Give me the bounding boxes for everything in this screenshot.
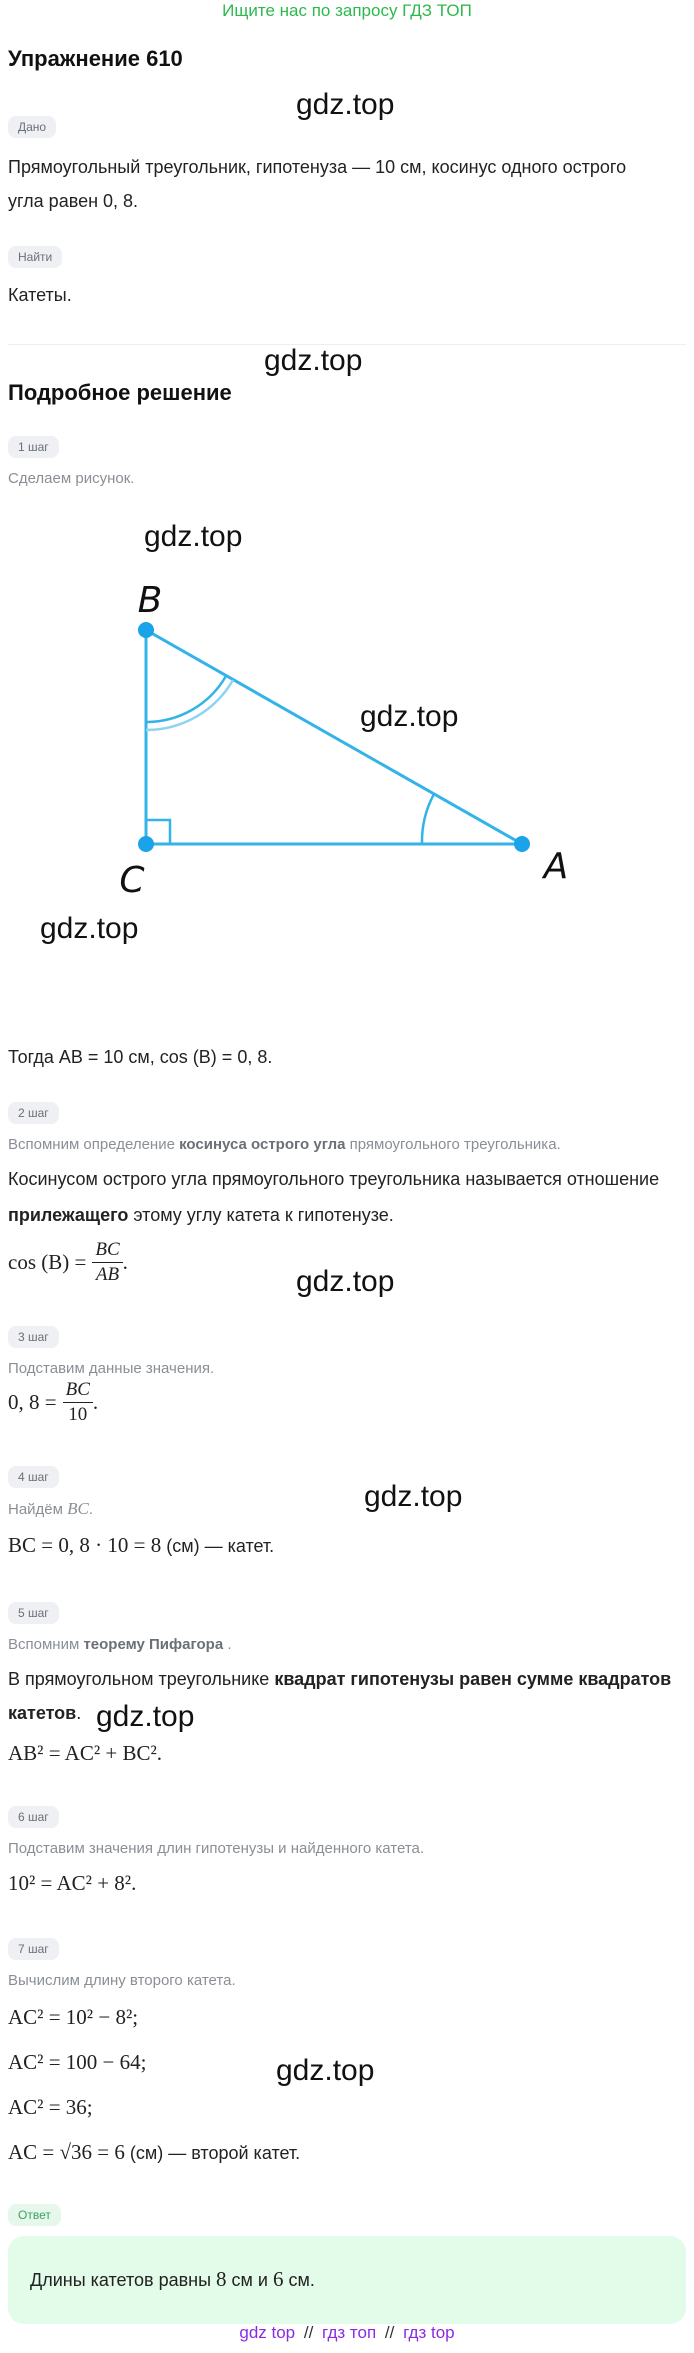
- step-4-chip: 4 шаг: [8, 1466, 59, 1488]
- find-chip: Найти: [8, 246, 62, 268]
- watermark: gdz.top: [264, 344, 363, 377]
- step-6-chip: 6 шаг: [8, 1806, 59, 1828]
- step-7-line-1: AC² = 10² − 8²;: [8, 2005, 139, 2029]
- step-2-hint: Вспомним определение косинуса острого угла прямоугольного треугольника.: [8, 1136, 561, 1153]
- step-5-hint: Вспомним теорему Пифагора .: [8, 1636, 232, 1653]
- step-2-definition-1: Косинусом острого угла прямоугольного треугольника называется отношение: [8, 1169, 660, 1189]
- label-a: A: [543, 846, 569, 887]
- step-2-definition-2: прилежащего этому углу катета к гипотенузе.: [8, 1205, 394, 1225]
- step-5-formula: AB² = AC² + BC².: [8, 1741, 163, 1765]
- step-7-hint: Вычислим длину второго катета.: [8, 1972, 236, 1989]
- exercise-title: Упражнение 610: [8, 46, 183, 71]
- vertex-a: [514, 836, 530, 852]
- watermark: gdz.top: [276, 2054, 375, 2087]
- step-3-chip: 3 шаг: [8, 1326, 59, 1348]
- vertex-b: [138, 622, 154, 638]
- footer-link-1[interactable]: gdz top: [239, 2323, 296, 2342]
- step-5-rule-2: катетов.: [8, 1703, 82, 1723]
- top-banner: Ищите нас по запросу ГДЗ ТОП: [222, 1, 472, 20]
- step-1-then: Тогда AB = 10 см, cos (B) = 0, 8.: [8, 1047, 273, 1067]
- watermark: gdz.top: [144, 520, 243, 553]
- given-line-1: Прямоугольный треугольник, гипотенуза — 10 см, косинус одного острого: [8, 157, 627, 177]
- given-line-2: угла равен 0, 8.: [8, 191, 139, 211]
- step-1-hint: Сделаем рисунок.: [8, 470, 135, 487]
- footer-sep: //: [384, 2323, 395, 2342]
- step-5-rule-1: В прямоугольном треугольнике квадрат гипотенузы равен сумме квадратов: [8, 1669, 672, 1689]
- step-4-calc: BC = 0, 8 · 10 = 8 (см) — катет.: [8, 1533, 275, 1557]
- angle-b-arc-inner: [146, 676, 226, 722]
- step-6-hint: Подставим значения длин гипотенузы и найденного катета.: [8, 1840, 425, 1857]
- step-7-line-4: AC = √36 = 6 (см) — второй катет.: [8, 2140, 301, 2164]
- label-c: C: [119, 860, 145, 901]
- step-2-formula: cos (B) = $\frac{BC}{AB}$ .: [8, 1239, 128, 1285]
- step-2-chip: 2 шаг: [8, 1102, 59, 1124]
- angle-b-arc-outer: [146, 680, 233, 730]
- footer-links: [0, 2323, 694, 2343]
- step-4-hint: Найдём BC.: [8, 1499, 94, 1518]
- watermark: gdz.top: [40, 912, 139, 945]
- find-text: Катеты.: [8, 285, 72, 305]
- vertex-c: [138, 836, 154, 852]
- watermark: gdz.top: [360, 700, 459, 733]
- answer-box: [8, 2236, 686, 2324]
- watermark: gdz.top: [296, 88, 395, 121]
- footer-link-3[interactable]: гдз top: [403, 2323, 455, 2342]
- step-3-formula: 0, 8 = $\frac{BC}{10}$ .: [8, 1379, 99, 1425]
- answer-text: Длины катетов равны 8 см и 6 см.: [30, 2267, 315, 2291]
- angle-a-arc: [422, 794, 434, 844]
- step-6-formula: 10² = AC² + 8².: [8, 1871, 137, 1895]
- triangle-sides: [146, 630, 522, 844]
- divider: [8, 344, 686, 345]
- step-1-chip: 1 шаг: [8, 436, 59, 458]
- footer-sep: //: [303, 2323, 314, 2342]
- watermark: gdz.top: [96, 1700, 195, 1733]
- footer-link-2[interactable]: гдз топ: [322, 2323, 377, 2342]
- step-3-hint: Подставим данные значения.: [8, 1360, 215, 1377]
- step-5-chip: 5 шаг: [8, 1602, 59, 1624]
- given-chip: Дано: [8, 116, 56, 138]
- answer-chip: Ответ: [8, 2204, 61, 2226]
- solution-title: Подробное решение: [8, 380, 232, 405]
- label-b: B: [137, 580, 163, 621]
- step-7-chip: 7 шаг: [8, 1938, 59, 1960]
- step-7-line-3: AC² = 36;: [8, 2095, 93, 2119]
- watermark: gdz.top: [364, 1480, 463, 1513]
- watermark: gdz.top: [296, 1265, 395, 1298]
- triangle-figure: [8, 560, 686, 940]
- step-7-line-2: AC² = 100 − 64;: [8, 2050, 147, 2074]
